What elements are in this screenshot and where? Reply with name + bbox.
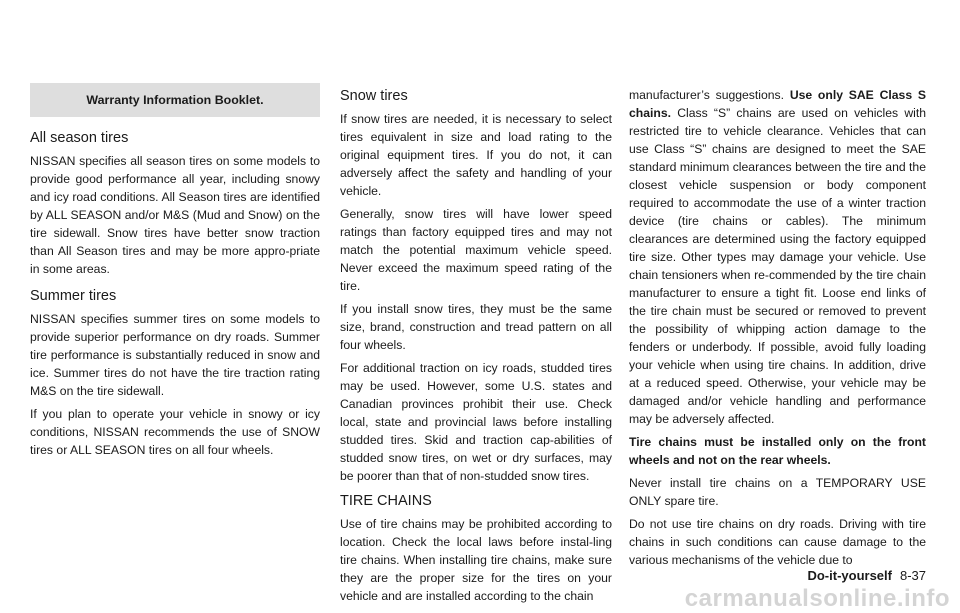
page-footer	[720, 568, 926, 583]
chain-suggestions-text-b: Class “S” chains are used on vehicles with restricted tire to vehicle clearance. Vehicles that can use Class “S” chains are designed to meet the SAE standard minimum clearances between the tire and the closest vehicle suspension or body component required to accommodate the use of a winter traction device (tire chains or cables). The minimum clearances are determined using the factory equipped tire size. Other types may damage your vehicle. Use chain tensioners when re-commended by the tire chain manufacturer to ensure a tight fit. Loose end links of the tire chain must be secured or removed to prevent the possibility of whipping action damage to the fenders or underbody. If possible, avoid fully loading your vehicle when using tire chains. In addition, drive at a reduced speed. Otherwise, your vehicle may be damaged and/or vehicle handling and performance may be adversely affected.	[629, 106, 926, 426]
paragraph-temporary-spare: Never install tire chains on a TEMPORARY USE ONLY spare tire.	[629, 476, 926, 508]
paragraph-snow-3: If you install snow tires, they must be the same size, brand, construction and tread pattern on all four wheels.	[340, 302, 612, 352]
paragraph-dry-roads: Do not use tire chains on dry roads. Driving with tire chains in such conditions can cause damage to the various mechanisms of the vehicle due to	[629, 517, 926, 567]
chain-suggestions-text-a: manufacturer’s suggestions.	[629, 88, 790, 102]
warranty-note-box	[30, 83, 320, 117]
footer-page-number: 8-37	[899, 568, 926, 583]
paragraph-front-wheels-warning	[629, 433, 926, 469]
paragraph-all-season: NISSAN specifies all season tires on some models to provide good performance all year, including snowy and icy road conditions. All Season tires are identified by ALL SEASON and/or M&S (Mud and Snow) on the tire sidewall. Snow tires have better snow traction than All Season tires and may be more appro-priate in some areas.	[30, 154, 320, 276]
column-middle	[340, 86, 612, 610]
heading-summer-tires: Summer tires	[30, 288, 117, 304]
paragraph-summer-1: NISSAN specifies summer tires on some models to provide superior performance on dry roads. Summer tire performance is substantially reduced in snow and ice. Summer tires do not have the tire traction rating M&S on the tire sidewall.	[30, 312, 320, 398]
front-wheels-warning-bold: Tire chains must be installed only on the front wheels and not on the rear wheels.	[629, 435, 926, 467]
column-right	[629, 86, 926, 574]
column-left	[30, 128, 320, 464]
paragraph-chains-1: Use of tire chains may be prohibited according to location. Check the local laws before instal-ling tire chains. When installing tire chains, make sure they are the proper size for the tires on your vehicle and are installed according to the chain	[340, 517, 612, 603]
heading-tire-chains: TIRE CHAINS	[340, 493, 432, 509]
watermark: carmanualsonline.info	[684, 585, 950, 612]
heading-snow-tires: Snow tires	[340, 88, 408, 104]
paragraph-chain-suggestions	[629, 86, 926, 428]
paragraph-summer-2: If you plan to operate your vehicle in snowy or icy conditions, NISSAN recommends the use of SNOW tires or ALL SEASON tires on all four wheels.	[30, 407, 320, 457]
footer-section-name: Do-it-yourself	[807, 568, 892, 583]
paragraph-snow-2: Generally, snow tires will have lower speed ratings than factory equipped tires and may not match the potential maximum vehicle speed. Never exceed the maximum speed rating of the tire.	[340, 207, 612, 293]
heading-all-season-tires: All season tires	[30, 130, 129, 146]
warranty-note-text: Warranty Information Booklet.	[86, 93, 264, 107]
paragraph-snow-4: For additional traction on icy roads, studded tires may be used. However, some U.S. states and Canadian provinces prohibit their use. Check local, state and provincial laws before installing studded tires. Skid and traction cap-abilities of studded snow tires, on wet or dry surfaces, may be poorer than that of non-studded snow tires.	[340, 361, 612, 483]
paragraph-snow-1: If snow tires are needed, it is necessary to select tires equivalent in size and load rating to the original equipment tires. If you do not, it can adversely affect the safety and handling of your vehicle.	[340, 112, 612, 198]
chain-class-s-bold: Use only SAE Class S chains.	[629, 88, 926, 120]
